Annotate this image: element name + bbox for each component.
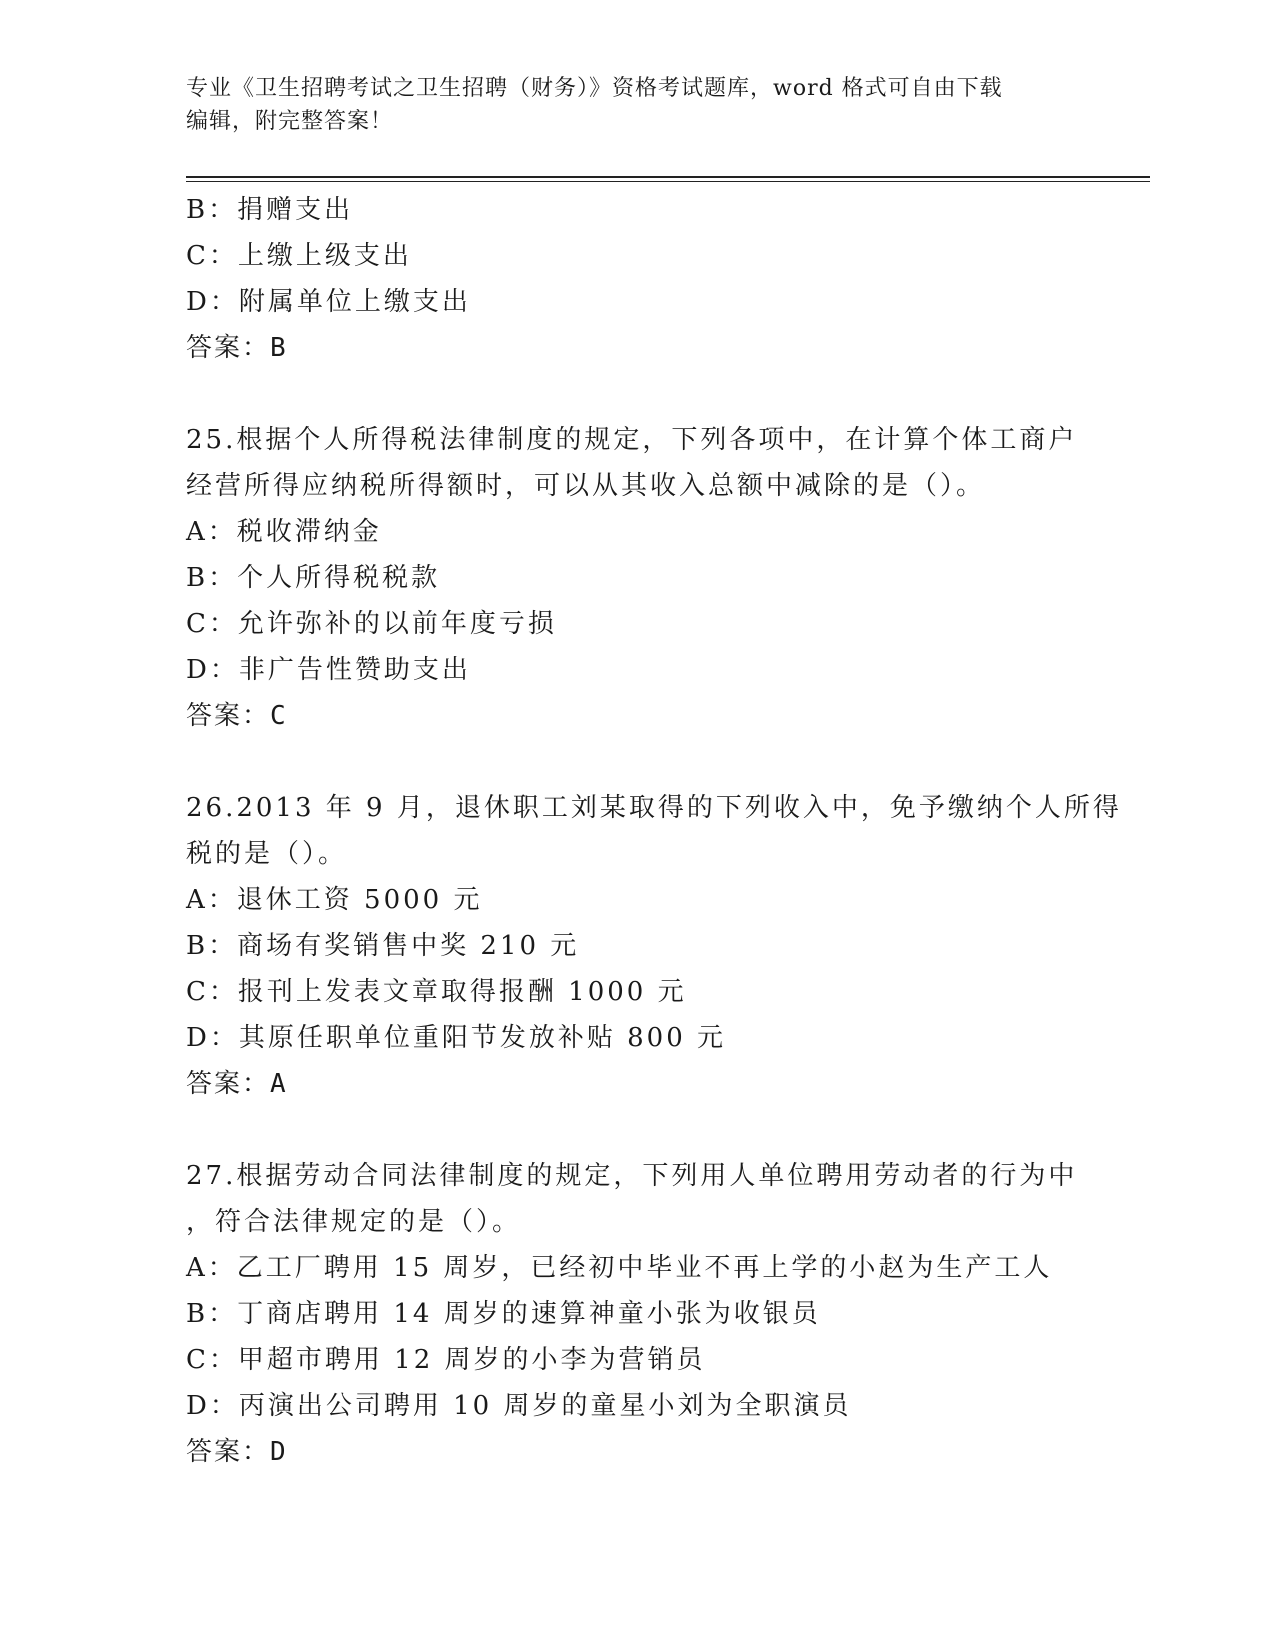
question-stem-line: 税的是（）。 bbox=[186, 839, 348, 869]
header-divider-thick bbox=[186, 176, 1150, 178]
option-b: B：捐赠支出 bbox=[186, 195, 354, 225]
header-divider-thin bbox=[186, 181, 1150, 182]
document-header bbox=[186, 72, 1086, 138]
header-line-1: 专业《卫生招聘考试之卫生招聘（财务）》资格考试题库，word 格式可自由下载 bbox=[186, 76, 1003, 101]
option-c: C：报刊上发表文章取得报酬 1000 元 bbox=[186, 977, 687, 1007]
answer-line bbox=[186, 1061, 1086, 1107]
answer-value: A bbox=[270, 1069, 289, 1099]
question-stem-line: 经营所得应纳税所得额时，可以从其收入总额中减除的是（）。 bbox=[186, 471, 986, 501]
answer-value: B bbox=[270, 333, 289, 363]
option-a: A：税收滞纳金 bbox=[186, 517, 382, 547]
spacer bbox=[186, 1107, 1086, 1153]
question-27 bbox=[186, 1153, 1086, 1475]
spacer bbox=[186, 739, 1086, 785]
option-a: A：退休工资 5000 元 bbox=[186, 885, 483, 915]
answer-value: D bbox=[270, 1437, 289, 1467]
question-stem-line: ，符合法律规定的是（）。 bbox=[186, 1207, 522, 1237]
option-c: C：允许弥补的以前年度亏损 bbox=[186, 609, 557, 639]
question-stem-line: 25.根据个人所得税法律制度的规定，下列各项中，在计算个体工商户 bbox=[186, 425, 1078, 455]
answer-label: 答案： bbox=[186, 1437, 271, 1467]
question-list bbox=[186, 187, 1122, 1475]
option-c: C：甲超市聘用 12 周岁的小李为营销员 bbox=[186, 1345, 706, 1375]
question-stem-line: 26.2013 年 9 月，退休职工刘某取得的下列收入中，免予缴纳个人所得 bbox=[186, 793, 1122, 823]
option-c: C：上缴上级支出 bbox=[186, 241, 412, 271]
spacer bbox=[186, 371, 1086, 417]
answer-line bbox=[186, 1429, 1086, 1475]
option-b: B：个人所得税税款 bbox=[186, 563, 441, 593]
question-25 bbox=[186, 417, 1086, 739]
answer-label: 答案： bbox=[186, 333, 271, 363]
option-b: B：商场有奖销售中奖 210 元 bbox=[186, 931, 580, 961]
answer-value: C bbox=[270, 701, 289, 731]
option-d: D：其原任职单位重阳节发放补贴 800 元 bbox=[186, 1023, 727, 1053]
question-carryover bbox=[186, 187, 1086, 371]
answer-line bbox=[186, 693, 1086, 739]
option-a: A：乙工厂聘用 15 周岁，已经初中毕业不再上学的小赵为生产工人 bbox=[186, 1253, 1053, 1283]
question-26 bbox=[186, 785, 1122, 1107]
answer-label: 答案： bbox=[186, 1069, 271, 1099]
header-line-2: 编辑，附完整答案！ bbox=[186, 109, 394, 134]
answer-line bbox=[186, 325, 1086, 371]
option-d: D：非广告性赞助支出 bbox=[186, 655, 471, 685]
option-d: D：丙演出公司聘用 10 周岁的童星小刘为全职演员 bbox=[186, 1391, 852, 1421]
question-stem-line: 27.根据劳动合同法律制度的规定，下列用人单位聘用劳动者的行为中 bbox=[186, 1161, 1078, 1191]
answer-label: 答案： bbox=[186, 701, 271, 731]
option-b: B：丁商店聘用 14 周岁的速算神童小张为收银员 bbox=[186, 1299, 821, 1329]
option-d: D：附属单位上缴支出 bbox=[186, 287, 471, 317]
